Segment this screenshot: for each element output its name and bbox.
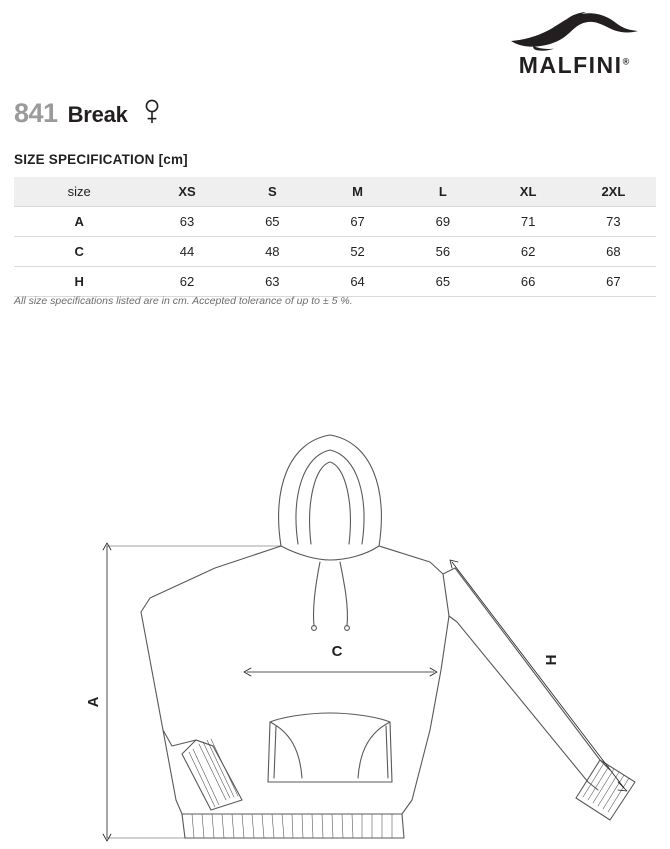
spec-heading [14, 152, 188, 167]
cell-a-m: 67 [350, 214, 365, 229]
cell-c-xs: 44 [179, 244, 195, 259]
cell-h-s: 63 [265, 274, 280, 289]
cell-c-l: 56 [435, 244, 451, 259]
row-label-a: A [74, 214, 84, 229]
cell-h-l: 65 [435, 274, 451, 289]
table-corner-label: size [67, 184, 91, 199]
cell-a-l: 69 [435, 214, 451, 229]
measure-label-a: A [85, 696, 102, 708]
table-col-s: S [267, 184, 277, 199]
table-col-xl: XL [519, 184, 537, 199]
table-col-2xl: 2XL [601, 184, 626, 199]
table-row [14, 267, 656, 297]
cell-c-xl: 62 [520, 244, 536, 259]
garment-figure [0, 330, 670, 849]
row-label-h: H [74, 274, 84, 289]
measure-label-c: C [331, 643, 343, 660]
cell-h-xs: 62 [179, 274, 195, 289]
tolerance-note: All size specifications listed are in cm. Accepted tolerance of up to ± 5 %. [14, 295, 353, 307]
brand-block [494, 10, 654, 77]
cell-c-s: 48 [265, 244, 280, 259]
cell-a-s: 65 [265, 214, 280, 229]
product-code: 841 [14, 98, 58, 128]
hooded-sweatshirt-technical-drawing [0, 330, 670, 849]
table-row [14, 237, 656, 267]
measure-label-h: H [543, 654, 560, 666]
table-col-l: L [438, 184, 447, 199]
product-title [14, 96, 160, 129]
spec-heading-unit: [cm] [158, 152, 188, 167]
size-specification-table [14, 177, 656, 297]
cell-a-xs: 63 [179, 214, 195, 229]
cell-h-xl: 66 [520, 274, 536, 289]
cell-h-m: 64 [350, 274, 365, 289]
cell-c-2xl: 68 [606, 244, 621, 259]
table-row [14, 207, 656, 237]
table-col-m: M [352, 184, 363, 199]
row-label-c: C [74, 244, 84, 259]
table-col-xs: XS [178, 184, 196, 199]
cell-c-m: 52 [350, 244, 365, 259]
cell-h-2xl: 67 [606, 274, 621, 289]
eagle-logo-icon [509, 10, 639, 52]
female-gender-icon [144, 99, 160, 125]
cell-a-2xl: 73 [606, 214, 621, 229]
cell-a-xl: 71 [520, 214, 536, 229]
table-header-row [14, 177, 656, 207]
product-name: Break [67, 102, 128, 127]
spec-heading-text: SIZE SPECIFICATION [14, 152, 155, 167]
brand-name: MALFINI® [518, 52, 630, 78]
